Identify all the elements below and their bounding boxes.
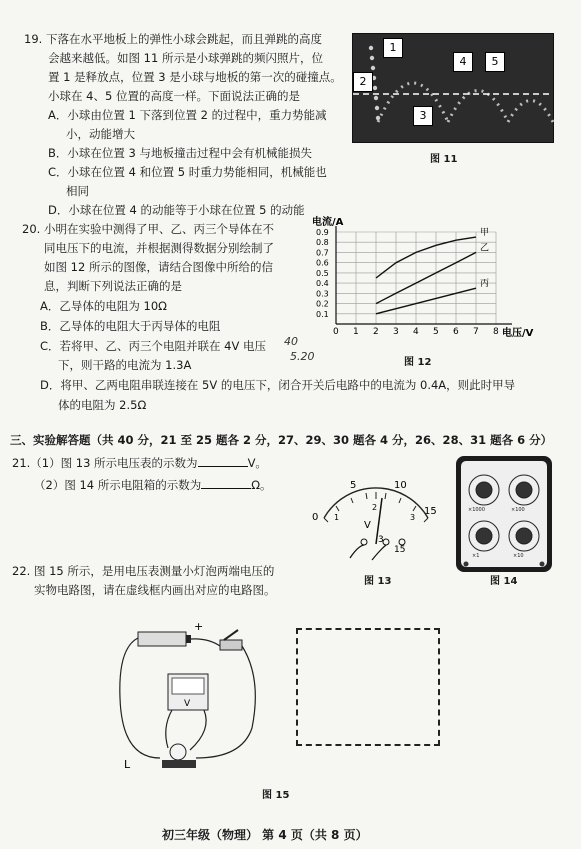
- q19-line-2: 会越来越低。如图 11 所示是小球弹跳的频闪照片，位: [48, 51, 323, 65]
- q20-option-b: B．乙导体的电阻大于丙导体的电阻: [40, 319, 221, 333]
- q21-part2-text: （2）图 14 所示电阻箱的示数为: [34, 478, 202, 492]
- chart-axes: [336, 226, 512, 324]
- q19-line-4: 小球在 4、5 位置的高度一样。下面说法正确的是: [48, 89, 300, 103]
- dial-unit: V: [364, 520, 371, 531]
- battery-icon: [138, 632, 186, 646]
- y-tick-label: 0.3: [316, 289, 329, 299]
- q20-line-2: 同电压下的电流，并根据测得数据分别绘制了: [44, 241, 274, 255]
- q20-line-4: 息，判断下列说法正确的是: [44, 279, 182, 293]
- q21-part2-unit: Ω。: [251, 478, 272, 492]
- q19-line-3: 置 1 是释放点，位置 3 是小球与地板的第一次的碰撞点。: [48, 70, 342, 84]
- photo-label-2: 2: [353, 72, 373, 92]
- terminal-3-icon: [383, 539, 389, 545]
- q19-option-c: C．小球在位置 4 和位置 5 时重力势能相同，机械能也: [48, 165, 327, 179]
- q20-option-c-cont: 下，则干路的电流为 1.3A: [58, 358, 192, 372]
- series-line-3: [376, 288, 476, 314]
- section-3-heading: 三、实验解答题（共 40 分，21 至 25 题各 2 分，27、29、30 题各 4 分，26、28、31 题各 6 分）: [10, 433, 553, 447]
- photo-label-4: 4: [453, 52, 473, 72]
- dial-inner-tick-1: 1: [334, 513, 340, 522]
- q21-part1-unit: V。: [247, 456, 267, 470]
- lamp-icon: [170, 744, 186, 760]
- q20-option-a: A．乙导体的电阻为 10Ω: [40, 299, 167, 313]
- q20-line-1: 20. 小明在实验中测得了甲、乙、丙三个导体在不: [22, 222, 274, 236]
- battery-plus-sign: +: [194, 620, 204, 633]
- y-tick-label: 0.8: [316, 238, 329, 248]
- chart-grid: [336, 232, 496, 324]
- q20-line-3: 如图 12 所示的图像，请结合图像中所给的信: [44, 260, 273, 274]
- y-tick-label: 0.7: [316, 248, 329, 258]
- y-tick-label: 0.5: [316, 268, 329, 278]
- series-label-3: 丙: [480, 279, 490, 290]
- dial-inner-tick-3: 3: [410, 513, 416, 522]
- chart-y-axis-label: 电流/A: [312, 217, 344, 228]
- dials-group: [456, 456, 552, 572]
- chart-x-axis-label: 电压/V: [502, 328, 534, 339]
- figure-12-caption: 图 12: [404, 357, 432, 368]
- figure-11-caption: 图 11: [430, 154, 458, 165]
- y-tick-label: 0.2: [316, 299, 329, 309]
- x-tick-label: 4: [413, 327, 419, 337]
- q20-option-d: D．将甲、乙两电阻串联连接在 5V 的电压下，闭合开关后电路中的电流为 0.4A，则此时甲导: [40, 378, 516, 392]
- x-tick-label: 7: [473, 327, 479, 337]
- q22-line-1: 22. 图 15 所示，是用电压表测量小灯泡两端电压的: [12, 564, 275, 578]
- handwritten-note-1: 40: [284, 335, 298, 348]
- q20-option-d-cont: 体的电阻为 2.5Ω: [58, 398, 147, 412]
- figure-11-strobe-photo: [352, 33, 554, 143]
- x-tick-label: 6: [453, 327, 459, 337]
- y-tick-label: 0.1: [316, 309, 329, 319]
- terminal-label-3: 3: [378, 535, 384, 545]
- figure-15-circuit-photo: [112, 618, 272, 778]
- x-tick-label: 0: [333, 327, 339, 337]
- q19-option-a-cont: 小，动能增大: [66, 127, 135, 141]
- x-tick-label: 3: [393, 327, 399, 337]
- dial-multiplier-1000: ×1000: [468, 507, 485, 513]
- q22-line-2: 实物电路图，请在虚线框内画出对应的电路图。: [34, 583, 276, 597]
- photo-label-1: 1: [383, 38, 403, 58]
- series-label-1: 甲: [480, 228, 490, 239]
- q19-option-a: A．小球由位置 1 下落到位置 2 的过程中，重力势能减: [48, 108, 327, 122]
- figure-14-resistance-box: [456, 456, 552, 572]
- q20-option-c: C．若将甲、乙、丙三个电阻并联在 4V 电压: [40, 339, 267, 353]
- y-tick-label: 0.4: [316, 279, 329, 289]
- figure-12-chart: [312, 216, 544, 352]
- chart-tick-labels: [316, 228, 499, 337]
- dial-multiplier-10: ×10: [513, 553, 524, 559]
- dial-multiplier-1: ×1: [472, 553, 480, 559]
- q19-option-d: D．小球在位置 4 的动能等于小球在位置 5 的动能: [48, 203, 305, 217]
- lamp-label: L: [124, 758, 131, 771]
- q21-part-2: [34, 476, 272, 494]
- q19-line-1: 19. 下落在水平地板上的弹性小球会跳起，而且弹跳的高度: [24, 32, 322, 46]
- x-tick-label: 1: [353, 327, 359, 337]
- page-footer: 初三年级（物理） 第 4 页（共 8 页）: [162, 828, 368, 842]
- x-tick-label: 5: [433, 327, 439, 337]
- q21-answer-blank-2[interactable]: [201, 476, 251, 489]
- dial-tick-5: 5: [350, 480, 357, 491]
- series-line-1: [376, 237, 476, 278]
- q21-answer-blank-1[interactable]: [198, 454, 248, 467]
- figure-14-caption: 图 14: [490, 576, 518, 587]
- answer-dashed-box[interactable]: [296, 628, 440, 746]
- q19-option-c-cont: 相同: [66, 184, 89, 198]
- photo-label-3: 3: [413, 106, 433, 126]
- figure-13-caption: 图 13: [364, 576, 392, 587]
- q19-option-b: B．小球在位置 3 与地板撞击过程中会有机械能损失: [48, 146, 313, 160]
- dial-multiplier-100: ×100: [511, 507, 525, 513]
- dial-tick-0: 0: [312, 512, 319, 523]
- photo-label-5: 5: [485, 52, 505, 72]
- dial-tick-10: 10: [394, 480, 407, 491]
- switch-icon: [220, 640, 242, 650]
- terminal-minus-icon: [361, 539, 367, 545]
- dial-inner-tick-2: 2: [372, 503, 378, 512]
- x-tick-label: 2: [373, 327, 379, 337]
- q21-part-1: [12, 454, 267, 472]
- series-line-2: [376, 252, 476, 303]
- figure-15-caption: 图 15: [262, 790, 290, 801]
- terminal-label-15: 15: [394, 545, 406, 555]
- dial-tick-15: 15: [424, 506, 437, 517]
- x-tick-label: 8: [493, 327, 499, 337]
- y-tick-label: 0.9: [316, 228, 329, 237]
- y-tick-label: 0.6: [316, 258, 329, 268]
- voltmeter-label: V: [184, 699, 191, 709]
- chart-series: [376, 227, 489, 314]
- q21-part1-text: 21.（1）图 13 所示电压表的示数为: [12, 456, 198, 470]
- handwritten-note-2: 5.20: [290, 350, 315, 363]
- series-label-2: 乙: [480, 243, 490, 254]
- figure-13-voltmeter: [306, 476, 446, 566]
